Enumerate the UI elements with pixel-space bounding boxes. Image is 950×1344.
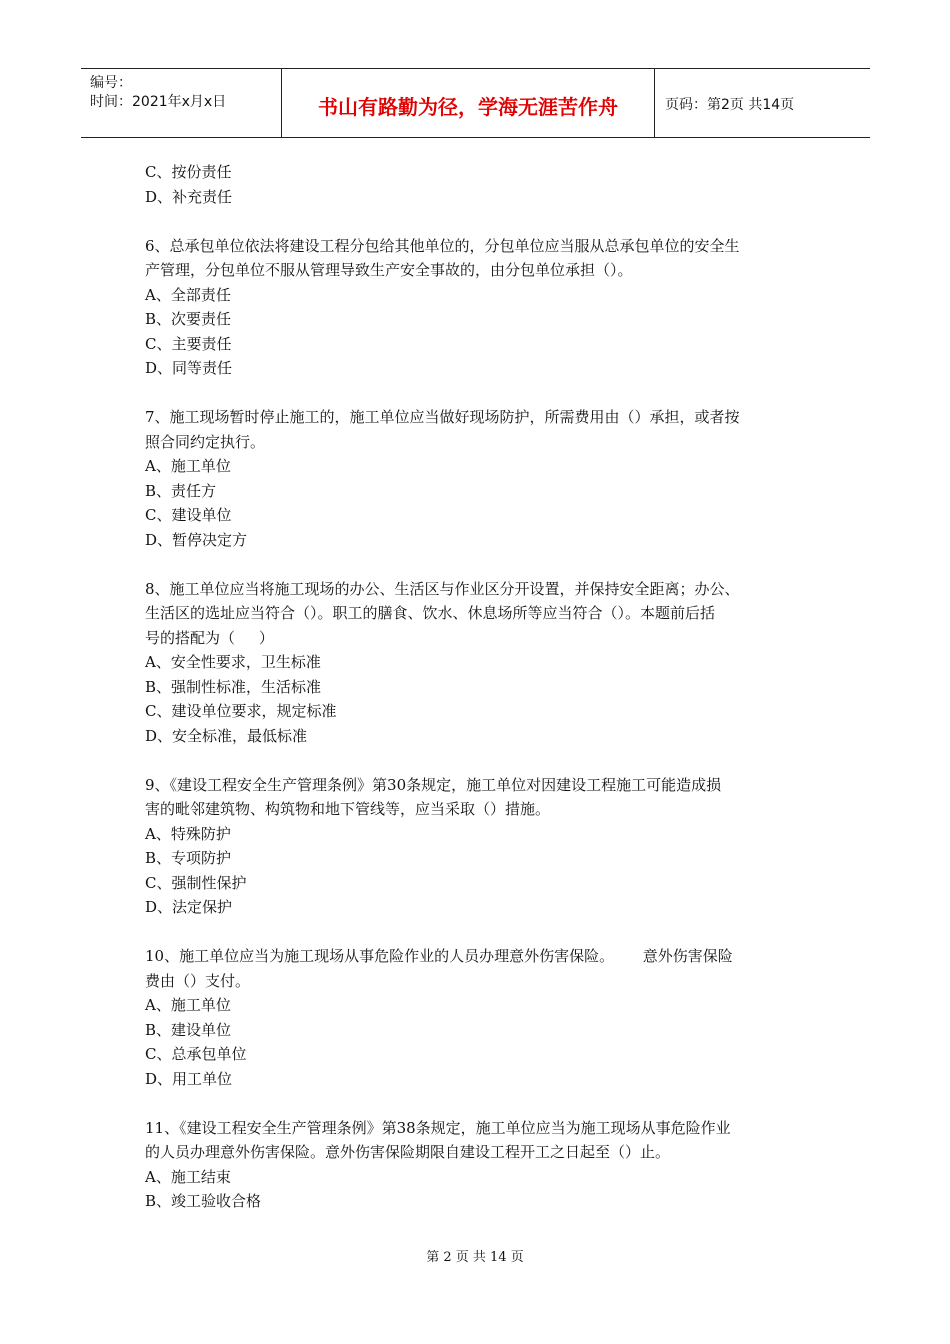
answer-option: C、建设单位 [145,506,232,524]
header-page-cell [655,69,870,137]
question-text-line: 的人员办理意外伤害保险。意外伤害保险期限自建设工程开工之日起至（）止。 [145,1143,671,1161]
header-meta-cell [81,69,282,137]
answer-option: A、全部责任 [145,285,231,304]
question-text-line: 费由（）支付。 [145,971,251,990]
answer-option: D、暂停决定方 [145,530,248,549]
answer-option: D、同等责任 [145,359,233,377]
question-text-line: 害的毗邻建筑物、构筑物和地下管线等，应当采取（）措施。 [145,800,551,818]
header-motto-cell [282,69,655,137]
answer-option: B、强制性标准，生活标准 [145,677,322,696]
answer-option: B、责任方 [145,481,217,500]
question-text-line: 8、施工单位应当将施工现场的办公、生活区与作业区分开设置，并保持安全距离；办公、 [145,579,740,598]
answer-option: C、强制性保护 [145,873,247,892]
paragraph-gap [145,209,815,234]
answer-option: B、建设单位 [145,1020,232,1039]
document-body [145,160,815,1214]
question-text-line: 7、施工现场暂时停止施工的，施工单位应当做好现场防护，所需费用由（）承担，或者按 [145,408,740,426]
paragraph-gap [145,552,815,577]
answer-option: A、安全性要求，卫生标准 [145,653,321,671]
answer-option: C、建设单位要求，规定标准 [145,702,337,720]
paragraph-gap [145,920,815,945]
paragraph-gap [145,1091,815,1116]
number-label: 编号： [90,75,132,91]
motto: 书山有路勤为径，学海无涯苦作舟 [318,95,618,119]
answer-option: A、施工单位 [145,457,231,475]
question-text-line: 9、《建设工程安全生产管理条例》第30条规定，施工单位对因建设工程施工可能造成损 [145,775,722,794]
header-table [81,68,870,138]
question-text-line: 6、总承包单位依法将建设工程分包给其他单位的，分包单位应当服从总承包单位的安全生 [145,236,740,255]
question-text-line: 10、施工单位应当为施工现场从事危险作业的人员办理意外伤害保险。 意外伤害保险 [145,947,733,965]
answer-option: B、专项防护 [145,849,232,867]
answer-option: D、用工单位 [145,1069,233,1088]
page-info: 页码：第2页 共14页 [665,97,795,113]
page-footer: 第 2 页 共 14 页 [426,1250,524,1265]
answer-option: A、施工结束 [145,1167,231,1186]
answer-option: B、竣工验收合格 [145,1192,262,1210]
answer-option: C、主要责任 [145,334,232,353]
answer-option: D、安全标准，最低标准 [145,726,308,745]
answer-option: D、法定保护 [145,898,233,916]
answer-option: C、按份责任 [145,163,232,181]
answer-option: B、次要责任 [145,310,232,328]
question-text-line: 产管理，分包单位不服从管理导致生产安全事故的，由分包单位承担（）。 [145,261,633,279]
question-text-line: 照合同约定执行。 [145,432,266,451]
answer-option: A、施工单位 [145,996,231,1014]
answer-option: A、特殊防护 [145,824,231,843]
paragraph-gap [145,381,815,406]
question-text-line: 生活区的选址应当符合（）。职工的膳食、饮水、休息场所等应当符合（）。本题前后括 [145,604,716,622]
answer-option: C、总承包单位 [145,1045,247,1063]
paragraph-gap [145,748,815,773]
question-text-line: 11、《建设工程安全生产管理条例》第38条规定，施工单位应当为施工现场从事危险作业 [145,1118,731,1137]
answer-option: D、补充责任 [145,187,233,206]
question-text-line: 号的搭配为（ ） [145,628,274,647]
time-label: 时间：2021年x月x日 [90,94,227,110]
